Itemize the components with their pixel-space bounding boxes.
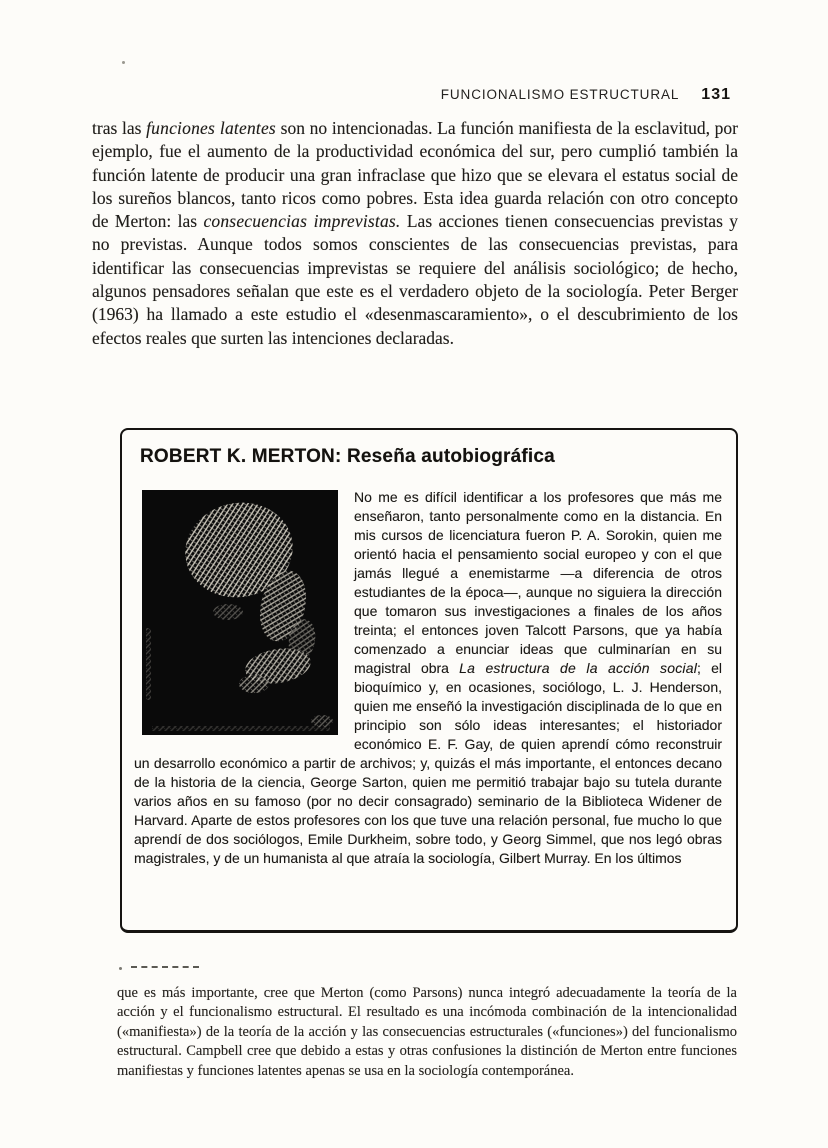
footnote-text: que es más importante, cree que Merton (como Parsons) nunca integró adecuadamente la teoría de la acción y el funcionalismo estructural. El resultado es una incómoda combinación de la intencionalidad («manifiesta») de la teoría de la acción y las consecuencias estructurales («funciones») del funcionalismo estructural. Campbell cree que debido a estas y otras confusiones la distinción de Merton entre funciones manifiestas y funciones latentes apenas se usa en la sociología contemporánea. [117,985,737,1079]
body-paragraph [92,117,738,350]
running-title: FUNCIONALISMO ESTRUCTURAL [440,87,680,102]
body-italic-term-consecuencias-imprevistas: consecuencias imprevistas. [203,211,401,232]
bio-text-segment: ; el bioquímico y, en ocasiones, sociólogo, L. J. Henderson, quien me enseñó la investigación disciplinada de lo que en principio son sólo ideas interesantes; el historiador económico E. F. Gay, de quien aprendí cómo reconstruir un desarrollo económico a partir de archivos; y, quizás el más importante, el entonces decano de la historia de la ciencia, George Sarton, quien me permitió trabajar bajo su tutela durante varios años en su famoso (por no decir consagrado) seminario de la Biblioteca Widener de Harvard. Aparte de estos profesores con los que tuve una relación personal, fue mucho lo que aprendí de dos sociólogos, Emile Durkheim, sobre todo, y Georg Simmel, que nos legó obras magistrales, y de un humanista al que atraía la sociología, Gilbert Murray. En los últimos [134,660,722,866]
scan-artifact-dot [119,967,122,970]
body-segment: tras las [92,118,147,138]
page-number: 131 [701,86,731,103]
body-segment: son no intencionadas. La función manifiesta de la esclavitud, por ejemplo, fue el aumento de la productividad económica del sur, pero cumplió también la función latente de producir una gran infraclase que hizo que se elevara el estatus social de los sureños blancos, tanto ricos como pobres. Esta idea guarda relación con otro concepto de Merton: las [92,118,738,232]
merton-bio-box [120,428,738,933]
page-header [441,86,731,104]
body-segment: Las acciones tienen consecuencias previstas y no previstas. Aunque todos somos conscientes de las consecuencias previstas, para identificar las consecuencias imprevistas se requiere del análisis sociológico; de hecho, algunos pensadores señalan que este es el verdadero objeto de la sociología. Peter Berger (1963) ha llamado a este estudio el «desenmascaramiento», o el descubrimiento de los efectos reales que surten las intenciones declaradas. [92,211,739,348]
bio-box-content [134,488,722,868]
scan-artifact-dot [122,61,125,64]
body-italic-term-funciones-latentes: funciones latentes [146,118,276,138]
bio-text-segment: No me es difícil identificar a los profesores que más me enseñaron, tanto personalmente como en la distancia. En mis cursos de licenciatura fueron P. A. Sorokin, quien me orientó hacia el pensamiento social europeo y con el que jamás llegué a enemistarme —a diferencia de otros estudiantes de la época—, aunque no siguiera la dirección que tomaron sus investigaciones a finales de los años treinta; el entonces joven Talcott Parsons, que ya había comenzado a enunciar ideas que culminarían en su magistral obra [354,489,722,676]
merton-portrait-photo [142,490,338,735]
bio-italic-book-title: La estructura de la acción social [459,660,698,676]
footnote-separator [131,966,199,968]
bio-box-title: ROBERT K. MERTON: Reseña autobiográfica [140,446,555,467]
